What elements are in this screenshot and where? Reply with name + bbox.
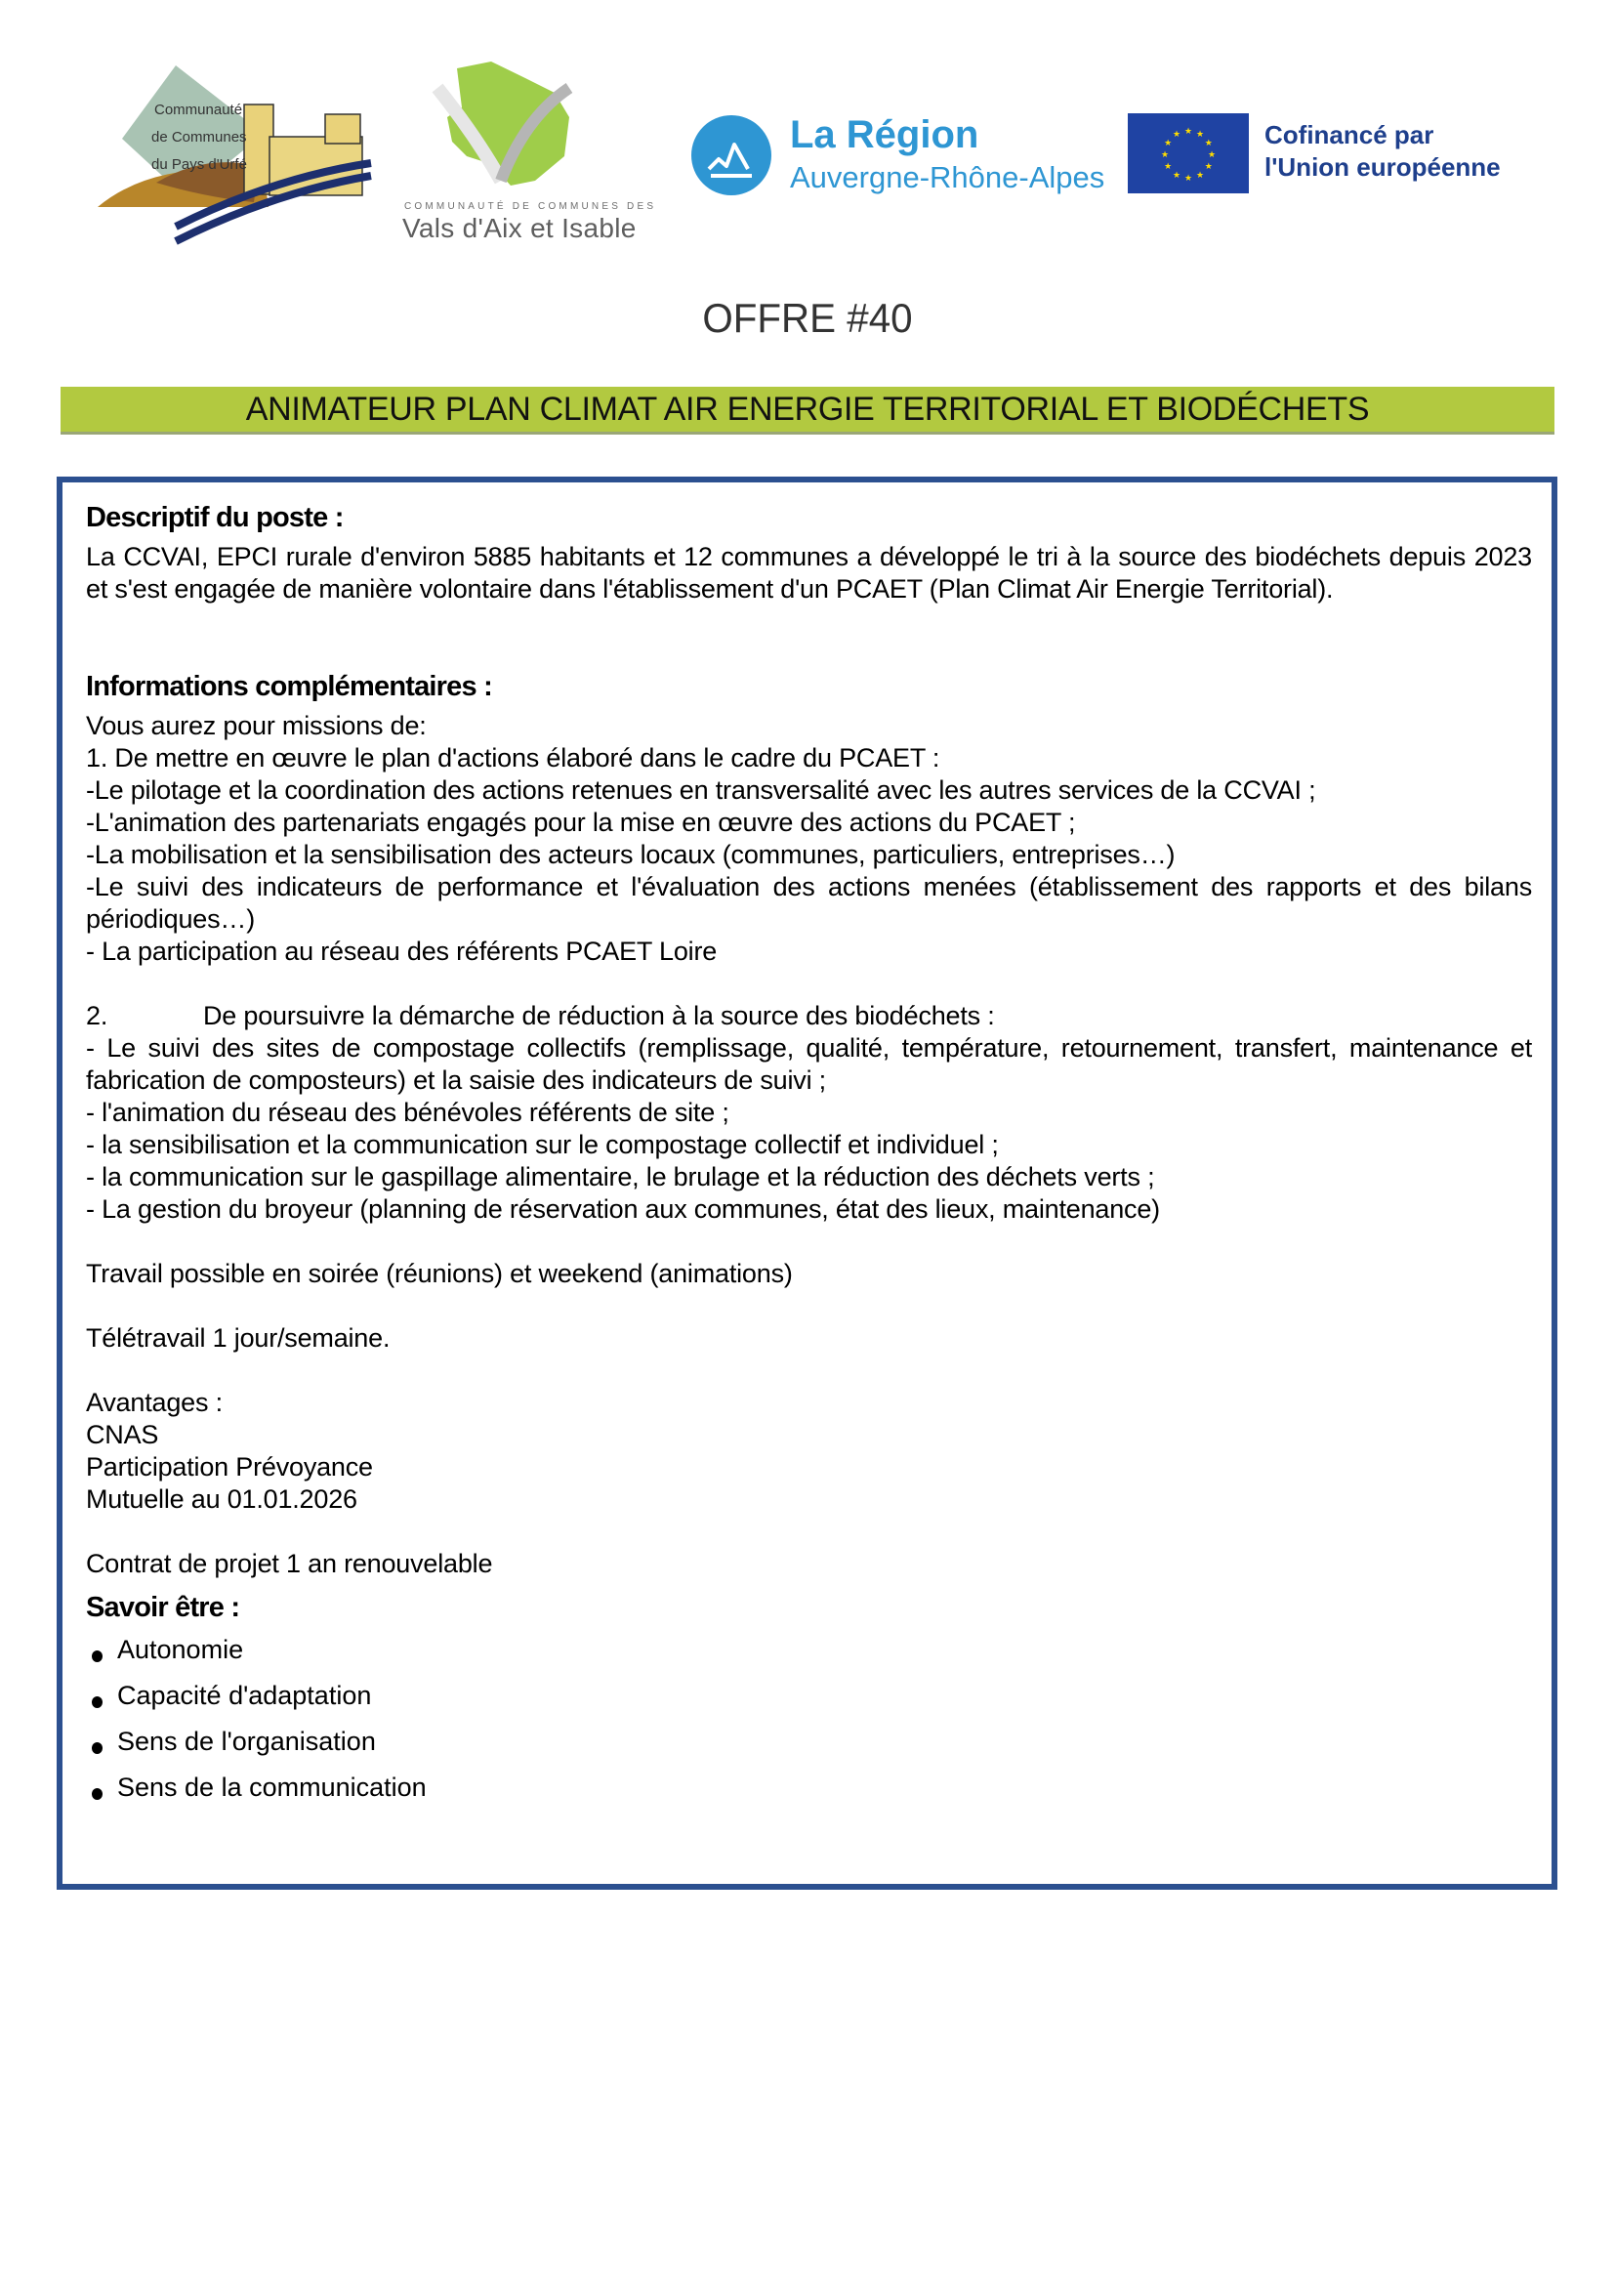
eu-star-icon: ★ [1195,129,1205,140]
logo-vals-aix-isable [398,59,662,254]
offer-number: OFFRE #40 [702,295,913,341]
eu-star-icon: ★ [1160,149,1170,159]
savoir-etre-list [86,1627,1532,1811]
eu-star-icon: ★ [1164,138,1173,147]
castle-logo-icon [88,61,381,251]
logo-pays-urfe [88,61,381,251]
eu-star-icon: ★ [1164,161,1173,171]
urfe-line1: Communauté [154,102,243,118]
savoir-etre-item [86,1719,1532,1765]
mission2-number: 2. [86,1001,108,1030]
advantage-item: Participation Prévoyance [86,1452,373,1482]
advantages-label: Avantages : [86,1388,223,1417]
urfe-line2: de Communes [151,129,247,146]
savoir-etre-item [86,1627,1532,1673]
region-name: La Région [790,113,979,156]
mission1-item: -Le suivi des indicateurs de performance et l'évaluation des actions menées (établissement des rapports et des bilans périodiques…) [86,872,1532,934]
eu-star-icon: ★ [1204,161,1213,171]
region-mountain-icon [691,115,771,195]
bullet-icon [92,1696,103,1708]
urfe-line3: du Pays d'Urfé [151,156,247,173]
mission1-item: -L'animation des partenariats engagés pour la mise en œuvre des actions du PCAET ; [86,808,1076,837]
eu-star-icon: ★ [1204,138,1213,147]
savoir-etre-item [86,1673,1532,1719]
savoir-etre-item [86,1765,1532,1811]
eu-star-icon: ★ [1207,149,1217,159]
savoir-etre-label: Sens de la communication [117,1773,427,1802]
mission2-item: - la sensibilisation et la communication sur le compostage collectif et individuel ; [86,1130,999,1159]
job-title: ANIMATEUR PLAN CLIMAT AIR ENERGIE TERRITORIAL ET BIODÉCHETS [245,391,1370,428]
map-check-icon [398,59,662,195]
job-description-box [57,477,1557,1890]
savoir-etre-heading: Savoir être : [86,1592,240,1623]
mission1-item: -Le pilotage et la coordination des actions retenues en transversalité avec les autres services de la CCVAI ; [86,775,1316,805]
bullet-icon [92,1650,103,1662]
vals-caption-big: Vals d'Aix et Isable [402,213,637,243]
savoir-etre-label: Capacité d'adaptation [117,1681,372,1710]
descriptif-heading: Descriptif du poste : [86,502,344,533]
eu-star-icon: ★ [1172,129,1181,140]
job-title-banner [61,387,1554,435]
savoir-etre-label: Autonomie [117,1635,244,1664]
mission1-item: -La mobilisation et la sensibilisation des acteurs locaux (communes, particuliers, entreprises…) [86,840,1176,869]
telework: Télétravail 1 jour/semaine. [86,1323,391,1353]
logo-eu-cofunded [1128,113,1528,195]
eu-flag-icon [1128,113,1249,193]
informations-heading: Informations complémentaires : [86,671,492,702]
eu-star-icon: ★ [1172,169,1181,180]
mission2-title: De poursuivre la démarche de réduction à la source des biodéchets : [203,1001,995,1030]
advantage-item: CNAS [86,1420,159,1449]
vals-caption-small: COMMUNAUTÉ DE COMMUNES DES [404,201,657,212]
eu-star-icon: ★ [1183,126,1193,136]
mission1-title: 1. De mettre en œuvre le plan d'actions élaboré dans le cadre du PCAET : [86,743,940,772]
eu-line2: l'Union européenne [1264,152,1501,182]
logo-region-aura [689,113,1119,199]
mission2-title-row [86,1000,1532,1032]
eu-star-icon: ★ [1195,169,1205,180]
mission2-item: - Le suivi des sites de compostage collectifs (remplissage, qualité, température, retournement, transfert, maintenance et fabrication de composteurs) et la saisie des indicateurs de suivi ; [86,1033,1532,1095]
descriptif-text: La CCVAI, EPCI rurale d'environ 5885 habitants et 12 communes a développé le tri à la source des biodéchets depuis 2023 et s'est engagée de manière volontaire dans l'établissement d'un PCAET (Plan Climat Air Energie Territorial). [86,542,1532,604]
work-hours: Travail possible en soirée (réunions) et weekend (animations) [86,1259,793,1288]
savoir-etre-label: Sens de l'organisation [117,1727,376,1756]
region-subname: Auvergne-Rhône-Alpes [790,160,1105,194]
bullet-icon [92,1788,103,1800]
missions-intro: Vous aurez pour missions de: [86,711,427,740]
eu-line1: Cofinancé par [1264,120,1434,149]
mission2-item: - l'animation du réseau des bénévoles référents de site ; [86,1098,729,1127]
advantage-item: Mutuelle au 01.01.2026 [86,1484,357,1514]
mission2-item: - La gestion du broyeur (planning de réservation aux communes, état des lieux, maintenance) [86,1194,1160,1224]
mission1-item: - La participation au réseau des référents PCAET Loire [86,937,718,966]
eu-star-icon: ★ [1183,173,1193,183]
mission2-item: - la communication sur le gaspillage alimentaire, le brulage et la réduction des déchets verts ; [86,1162,1155,1191]
contract: Contrat de projet 1 an renouvelable [86,1549,493,1578]
bullet-icon [92,1742,103,1754]
